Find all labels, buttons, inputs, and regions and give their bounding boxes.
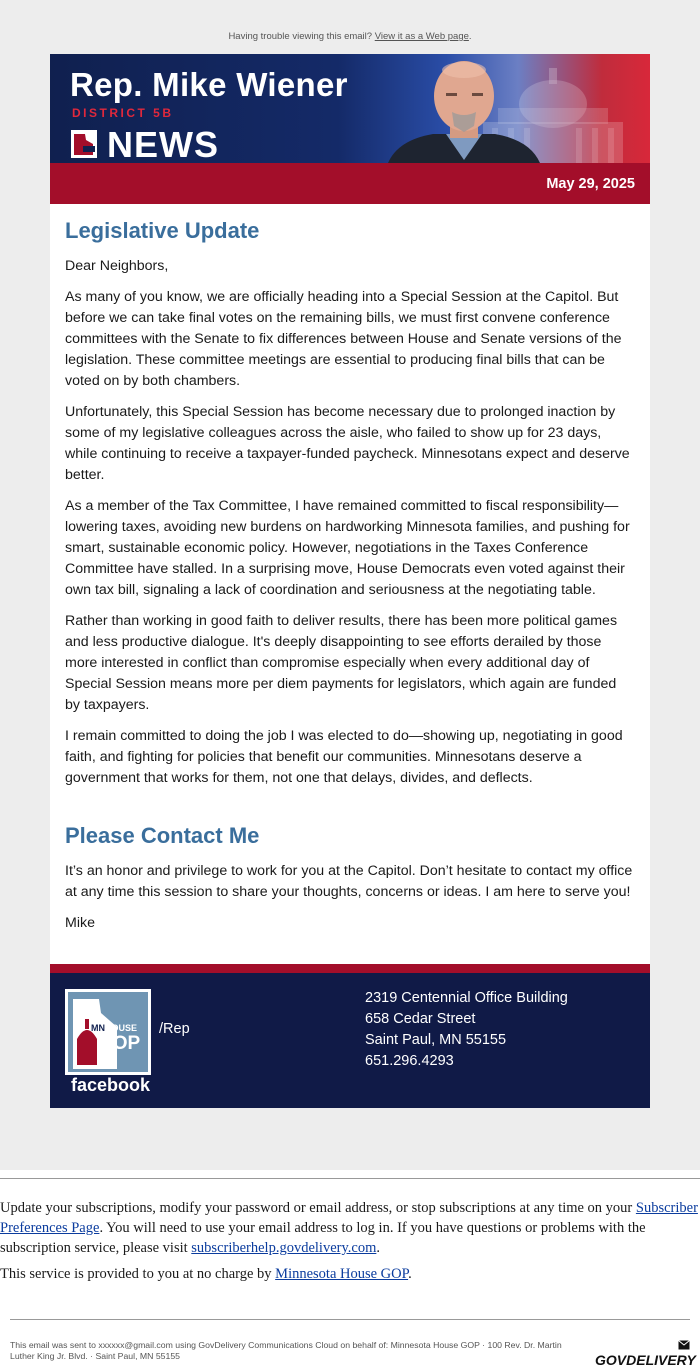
top-note-suffix: .	[468, 31, 472, 42]
issue-date: May 29, 2025	[546, 176, 635, 192]
logo-house-text: HOUSE	[105, 1023, 138, 1033]
address-line: 2319 Centennial Office Building	[365, 990, 568, 1006]
address-line: 658 Cedar Street	[365, 1011, 476, 1027]
paragraph: As many of you know, we are officially heading into a Special Session at the Capitol. But before we can take final votes on the remaining bills, we must first convene conference committees with the Senate to fix differences between House and Senate versions of the legislation. These committee meetings are essential to producing final bills that can be voted on by both chambers.	[65, 289, 622, 389]
notice-text: .	[408, 1266, 412, 1282]
facebook-label: facebook	[71, 1075, 151, 1095]
subscriber-preferences-link[interactable]: Subscriber Preferences Page	[0, 1200, 698, 1236]
subscription-notice	[0, 1198, 700, 1258]
paragraph: As a member of the Tax Committee, I have remained committed to fiscal responsibility—lowering taxes, avoiding new burdens on hardworking Minnesota families, and pushing for smart, sustainable economic policy. However, negotiations in the Taxes Conference Committee have stalled. In a surprising move, House Democrats even voted against their own tax bill, signaling a lack of coordination and seriousness at the negotiating table.	[65, 498, 630, 598]
rep-portrait	[388, 60, 540, 163]
facebook-rep-link[interactable]: /Rep	[159, 1021, 190, 1037]
header-banner	[50, 54, 650, 163]
contact-paragraph: It’s an honor and privilege to work for you at the Capitol. Don’t hesitate to contact my office at any time this session to share your thoughts, concerns or ideas. I am here to serve you!	[65, 863, 633, 900]
date-band	[50, 163, 650, 204]
office-address	[365, 988, 568, 1072]
facebook-logo-link[interactable]	[65, 989, 151, 1075]
contact-footer	[50, 973, 650, 1108]
legal-footer	[0, 1170, 700, 1371]
address-line: Saint Paul, MN 55155	[365, 1032, 507, 1048]
view-web-page-link[interactable]: View it as a Web page	[374, 31, 469, 42]
mn-house-gop-logo-icon	[65, 989, 151, 1075]
legislative-update-heading: Legislative Update	[65, 218, 260, 243]
contact-heading: Please Contact Me	[65, 823, 260, 848]
notice-text: . You will need to use your email address to log in. If you have questions or problems with the subscription service, please visit	[0, 1220, 646, 1256]
legal-divider-bottom	[10, 1319, 690, 1320]
minnesota-house-gop-link[interactable]: Minnesota House GOP	[275, 1266, 409, 1282]
govdelivery-logo	[595, 1340, 696, 1368]
service-notice	[0, 1266, 412, 1283]
subscriberhelp-link[interactable]: subscriberhelp.govdelivery.com	[191, 1240, 377, 1256]
footer-divider	[50, 964, 650, 973]
main-content	[50, 204, 650, 964]
logo-gop-text: GOP	[98, 1033, 141, 1054]
newsletter-card	[50, 54, 650, 1108]
envelope-icon	[678, 1340, 690, 1350]
small-print: This email was sent to xxxxxx@gmail.com using GovDelivery Communications Cloud on behalf of: Minnesota House GOP · 100 Rev. Dr. Martin Luther King Jr. Blvd. · Saint Paul, MN 55155	[10, 1340, 562, 1361]
paragraph: Unfortunately, this Special Session has become necessary due to prolonged inaction by some of my legislative colleagues across the aisle, who failed to show up for 23 days, while continuing to receive a taxpayer-funded paycheck. Minnesotans expect and deserve better.	[65, 404, 630, 483]
paragraph: I remain committed to doing the job I was elected to do—showing up, negotiating in good faith, and fighting for policies that benefit our communities. Minnesotans deserve a government that works for them, not one that delays, divides, and deflects.	[65, 728, 623, 786]
legal-divider-top	[0, 1178, 700, 1179]
paragraph: Rather than working in good faith to deliver results, there has been more political games and less productive dialogue. It's deeply disappointing to see efforts derailed by those more interested in conflict than compromise especially when every additional day of Special Session means more per diem payments for legislators, which again are funded by taxpayers.	[65, 613, 618, 713]
district-label: DISTRICT 5B	[72, 106, 174, 120]
top-note	[0, 31, 700, 42]
govdelivery-text: GOVDELIVERY	[595, 1352, 696, 1368]
logo-mn-text: MN	[91, 1023, 105, 1033]
news-label: NEWS	[107, 124, 219, 163]
notice-text: .	[376, 1240, 380, 1256]
notice-text: This service is provided to you at no charge by	[0, 1266, 276, 1282]
rep-name: Rep. Mike Wiener	[70, 66, 348, 103]
notice-text: Update your subscriptions, modify your password or email address, or stop subscriptions at any time on your	[0, 1200, 636, 1216]
phone-number: 651.296.4293	[365, 1053, 454, 1069]
signoff: Mike	[65, 915, 95, 931]
top-note-text: Having trouble viewing this email?	[228, 31, 373, 42]
gop-mini-logo	[71, 130, 97, 158]
salutation: Dear Neighbors,	[65, 258, 169, 274]
